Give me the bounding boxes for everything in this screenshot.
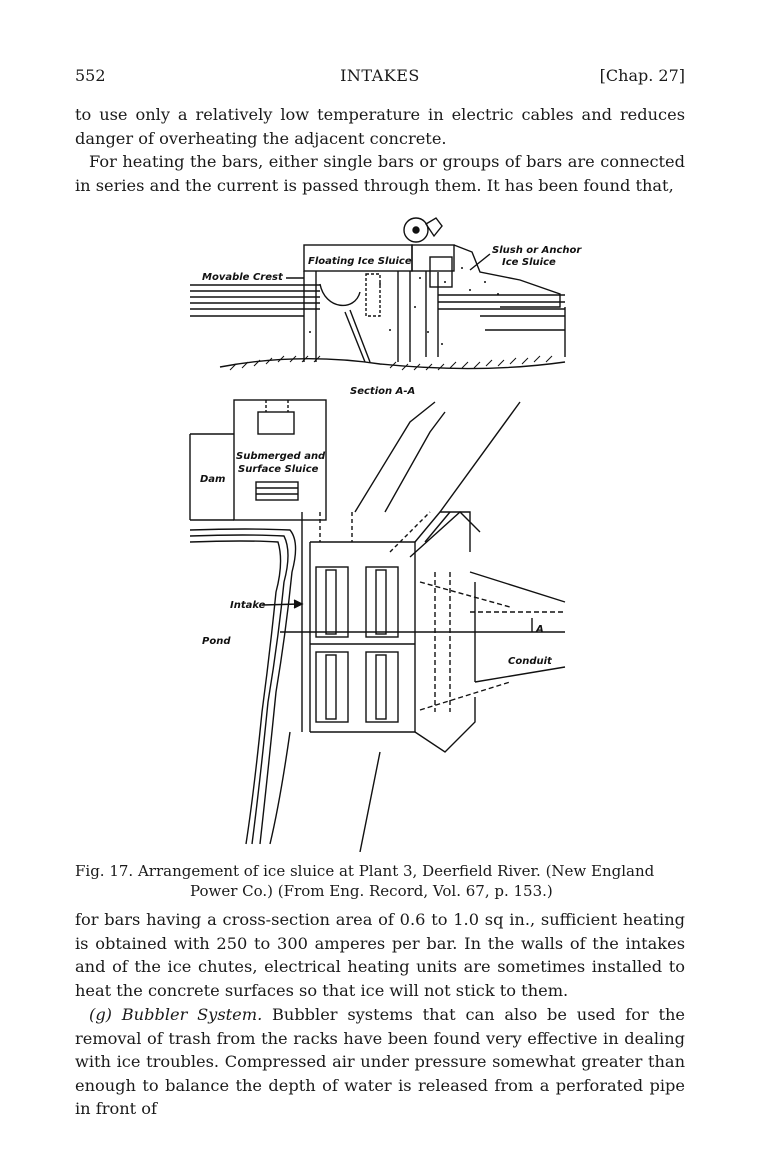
- figure-caption: [75, 861, 685, 901]
- label-section-a-a: Section A-A: [350, 386, 416, 397]
- label-slush-or-anchor: Slush or Anchor: [492, 245, 582, 256]
- label-pond: Pond: [202, 636, 231, 647]
- ice-sluice-drawing: [180, 212, 585, 852]
- figure-ice-sluice-arrangement: [180, 212, 585, 852]
- paragraph-bubbler-system: [75, 1003, 685, 1121]
- label-floating-ice-sluice: Floating Ice Sluice: [308, 256, 412, 267]
- chapter-reference: [Chap. 27]: [599, 66, 685, 85]
- running-header: [75, 66, 685, 90]
- label-surface-sluice: Surface Sluice: [238, 464, 319, 475]
- paragraph-heating-bars-text: For heating the bars, either single bars or groups of bars are connected in series and the current is passed through them. It has been found that,: [75, 152, 685, 195]
- figure-labels: [200, 245, 582, 667]
- paragraph-amperes: for bars having a cross-section area of 0.6 to 1.0 sq in., sufficient heating is obtained with 250 to 300 amperes per bar. In the walls of the intakes and of the ice chutes, electrical heating units are sometimes installed to heat the concrete surfaces so that ice will not stick to them.: [75, 910, 685, 1000]
- page-number: 552: [75, 66, 106, 85]
- caption-line-2: Power Co.) (From Eng. Record, Vol. 67, p. 153.): [190, 882, 553, 900]
- paragraph-continuation: to use only a relatively low temperature in electric cables and reduces danger of overheating the adjacent concrete.: [75, 105, 685, 148]
- section-heading-bubbler: (g) Bubbler System.: [89, 1005, 263, 1024]
- label-dam: Dam: [200, 474, 226, 485]
- label-section-marker-a: A: [536, 624, 544, 635]
- label-movable-crest: Movable Crest: [202, 272, 283, 283]
- paragraph-heating-bars: [75, 150, 685, 197]
- label-ice-sluice: Ice Sluice: [502, 257, 556, 268]
- label-conduit: Conduit: [508, 656, 552, 667]
- paragraph-bubbler-text: Bubbler systems that can also be used for the removal of trash from the racks have been found very effective in dealing with ice troubles. Compressed air under pressure somewhat greater than enough to balance the depth of water is released from a perforated pipe in front of: [75, 1005, 685, 1118]
- caption-line-1: Fig. 17. Arrangement of ice sluice at Plant 3, Deerfield River. (New England: [75, 862, 655, 880]
- label-intake: Intake: [230, 600, 266, 611]
- running-title: INTAKES: [340, 66, 420, 85]
- label-submerged-and: Submerged and: [236, 451, 326, 462]
